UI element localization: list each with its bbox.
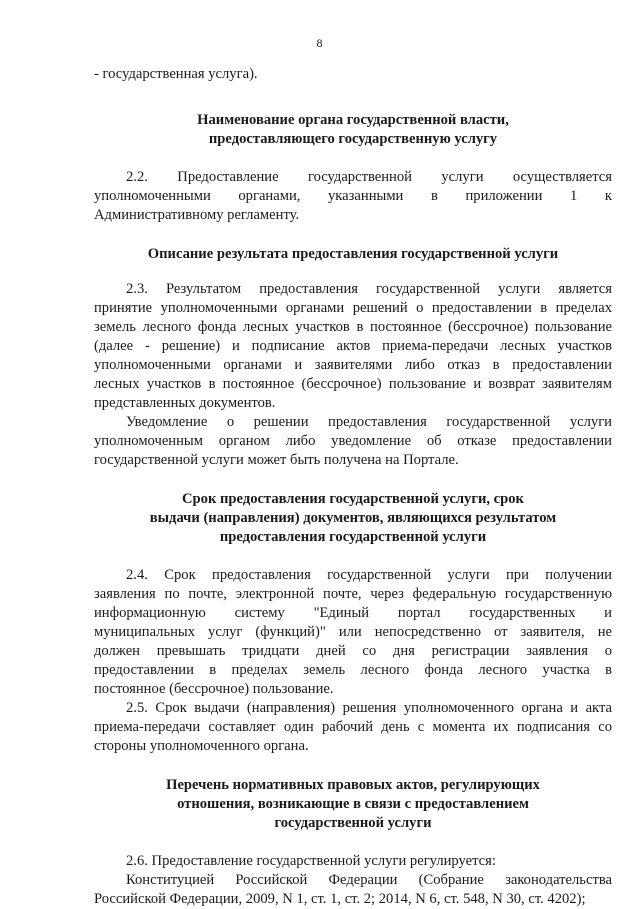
paragraph [94, 566, 612, 699]
intro-line: - государственная услуга). [94, 66, 258, 82]
heading-line: предоставления государственной услуги [219, 529, 487, 545]
section-heading [94, 776, 612, 833]
paragraph-line: должен превышать тридцати дней со дня регистрации заявления о [94, 643, 612, 659]
paragraph-line: уполномоченными органами, указанными в приложении 1 к [94, 188, 612, 204]
heading-line: выдачи (направления) документов, являющихся результатом [149, 510, 557, 526]
paragraph [94, 699, 612, 756]
heading-line: Описание результата предоставления государственной услуги [147, 246, 559, 262]
paragraph-line: земель лесного фонда лесных участков в постоянное (бессрочное) пользование [94, 319, 612, 335]
paragraph-line: муниципальных услуг (функций)" или непосредственно от заявителя, не [94, 624, 612, 640]
paragraph [94, 413, 612, 470]
heading-line: предоставляющего государственную услугу [208, 131, 498, 147]
paragraph-line: 2.2. Предоставление государственной услуги осуществляется [126, 169, 612, 185]
paragraph-line: представленных документов. [94, 395, 276, 411]
document-body [94, 65, 612, 909]
paragraph-line: 2.4. Срок предоставления государственной услуги при получении [126, 567, 612, 583]
paragraph-line: лесных участков в постоянное (бессрочное) пользование и возврат заявителям [94, 376, 612, 392]
section-heading [94, 490, 612, 547]
paragraph-line: Уведомление о решении предоставления государственной услуги [126, 414, 612, 430]
section-heading [94, 245, 612, 264]
paragraph-line: уполномоченными органами и заявителями либо отказ в предоставлении [94, 357, 612, 373]
paragraph-line: Конституцией Российской Федерации (Собрание законодательства [126, 872, 612, 888]
paragraph-line: приема-передачи составляет один рабочий день с момента их подписания со [94, 719, 612, 735]
paragraph-line: 2.5. Срок выдачи (направления) решения уполномоченного органа и акта [126, 700, 612, 716]
paragraph-line: заявления по почте, электронной почте, через федеральную государственную [94, 586, 612, 602]
heading-line: Наименование органа государственной власти, [197, 112, 509, 128]
section-heading [94, 111, 612, 149]
heading-line: государственной услуги [274, 815, 432, 831]
paragraph-line: 2.6. Предоставление государственной услуги регулируется: [126, 853, 496, 869]
paragraph [94, 852, 612, 871]
paragraph [94, 168, 612, 225]
heading-line: Перечень нормативных правовых актов, регулирующих [166, 777, 540, 793]
heading-line: отношения, возникающие в связи с предоставлением [177, 796, 529, 812]
paragraph-line: Административному регламенту. [94, 207, 300, 223]
paragraph [94, 280, 612, 413]
paragraph-line: государственной услуги может быть получена на Портале. [94, 452, 459, 468]
paragraph-line: уполномоченным органом либо уведомление об отказе предоставлении [94, 433, 612, 449]
paragraph-line: стороны уполномоченного органа. [94, 738, 309, 754]
paragraph-line: постоянное (бессрочное) пользование. [94, 681, 334, 697]
paragraph-line: принятие уполномоченными органами решений о предоставлении в пределах [94, 300, 612, 316]
paragraph-line: (далее - решение) и подписание актов приема-передачи лесных участков [94, 338, 612, 354]
heading-line: Срок предоставления государственной услуги, срок [182, 491, 524, 507]
paragraph-line: предоставлении в пределах земель лесного фонда лесного участка в [94, 662, 612, 678]
paragraph [94, 871, 612, 909]
paragraph-line: 2.3. Результатом предоставления государственной услуги является [126, 281, 612, 297]
paragraph-line: информационную систему "Единый портал государственных и [94, 605, 612, 621]
page-number: 8 [316, 36, 323, 50]
paragraph-line: Российской Федерации, 2009, N 1, ст. 1, ст. 2; 2014, N 6, ст. 548, N 30, ст. 4202); [94, 891, 586, 907]
